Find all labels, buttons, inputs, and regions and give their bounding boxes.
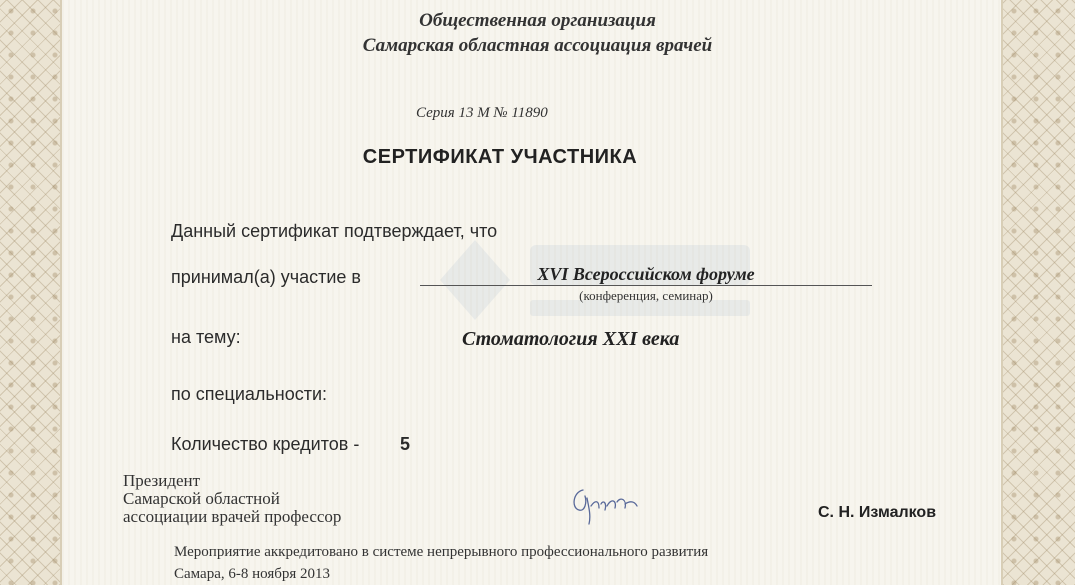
event-name: XVI Всероссийском форуме: [537, 264, 755, 284]
event-caption: (конференция, семинар): [579, 288, 713, 303]
confirms-text: Данный сертификат подтверждает, что: [171, 221, 498, 241]
organization-line-2: Самарская областная ассоциация врачей: [362, 35, 713, 56]
topic-label: на тему:: [171, 327, 241, 347]
ornamental-border-right: [1001, 0, 1075, 585]
event-underline: [420, 285, 872, 286]
accreditation-note: Мероприятие аккредитовано в системе непрерывного профессионального развития: [174, 544, 709, 560]
ornamental-border-left: [0, 0, 62, 585]
organization-line-1: Общественная организация: [419, 10, 656, 31]
place-date: Самара, 6-8 ноября 2013: [174, 566, 331, 582]
credits-value: 5: [400, 434, 411, 454]
certificate-title: СЕРТИФИКАТ УЧАСТНИКА: [362, 146, 638, 168]
president-title: Президент Самарской областной ассоциации врачей профессор: [123, 471, 342, 526]
specialty-label: по специальности:: [171, 384, 328, 404]
signer-name: С. Н. Измалков: [818, 504, 937, 521]
signature-icon: [565, 478, 645, 528]
credits-label: Количество кредитов -: [171, 434, 360, 454]
certificate-serial: Серия 13 М № 11890: [416, 105, 548, 121]
topic-value: Стоматология XXI века: [462, 328, 680, 350]
participated-label: принимал(а) участие в: [171, 267, 361, 287]
